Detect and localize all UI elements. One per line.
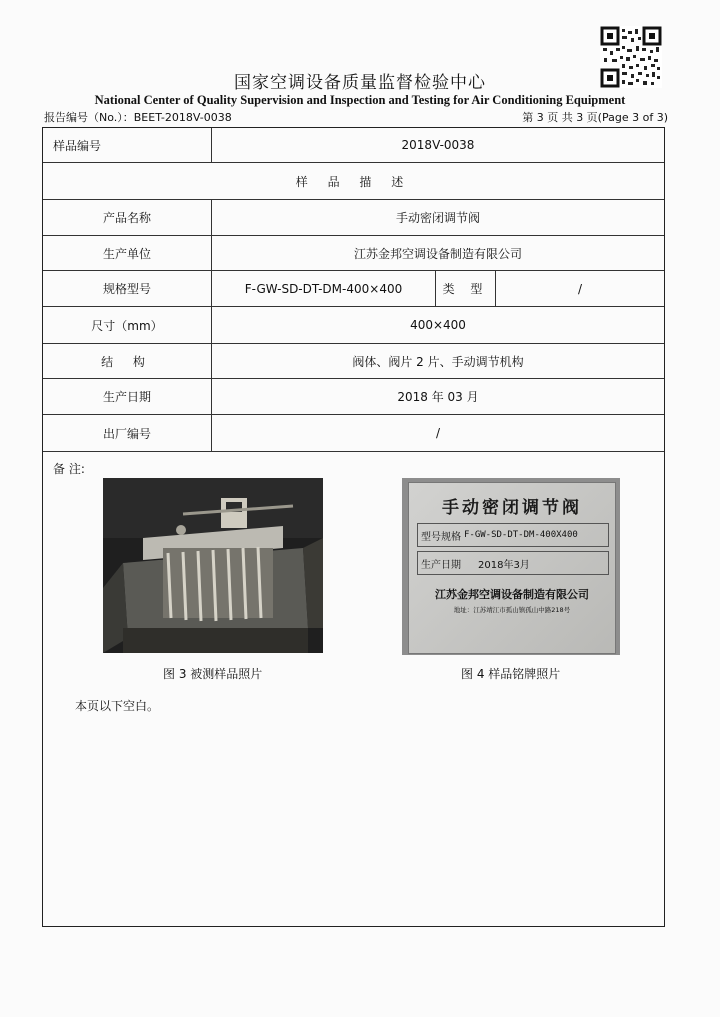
serial-row xyxy=(43,415,664,452)
sample-photo xyxy=(103,478,323,653)
nameplate-photo xyxy=(402,478,620,655)
section-title: 样 品 描 述 xyxy=(295,174,412,189)
sample-no-value: 2018V-0038 xyxy=(401,138,475,152)
size-label: 尺寸（mm） xyxy=(43,307,212,343)
nameplate-date-box xyxy=(417,551,609,575)
date-row xyxy=(43,379,664,415)
center-title-en: National Center of Quality Supervision and Inspection and Testing for Air Conditioning Equipment xyxy=(94,93,626,107)
sample-no-row xyxy=(43,128,664,163)
nameplate-plate xyxy=(408,482,616,654)
manufacturer-label: 生产单位 xyxy=(43,236,212,270)
size-value: 400×400 xyxy=(410,318,466,332)
blank-note: 本页以下空白。 xyxy=(75,699,160,713)
nameplate-company: 江苏金邦空调设备制造有限公司 xyxy=(435,588,589,601)
center-title-cn: 国家空调设备质量监督检验中心 xyxy=(234,73,486,93)
nameplate-title: 手动密闭调节阀 xyxy=(442,498,582,518)
model-label: 规格型号 xyxy=(43,271,212,306)
nameplate-model-value: F-GW-SD-DT-DM-400X400 xyxy=(464,530,578,540)
page-number: 第 3 页 共 3 页(Page 3 of 3) xyxy=(522,111,668,124)
fig3-caption: 图 3 被测样品照片 xyxy=(163,667,263,681)
fig4-caption: 图 4 样品铭牌照片 xyxy=(461,667,561,681)
remarks-label: 备 注: xyxy=(53,462,85,476)
nameplate-date-label: 生产日期 xyxy=(421,559,461,571)
nameplate-date-value: 2018年3月 xyxy=(478,559,530,571)
serial-value: / xyxy=(435,426,441,440)
type-label: 类 型 xyxy=(436,271,496,306)
size-row xyxy=(43,307,664,344)
structure-row xyxy=(43,344,664,379)
sample-no-label: 样品编号 xyxy=(43,128,212,162)
nameplate-model-label: 型号规格 xyxy=(421,531,461,543)
product-name-value: 手动密闭调节阀 xyxy=(395,211,480,225)
structure-value: 阀体、阀片 2 片、手动调节机构 xyxy=(352,354,524,369)
serial-label: 出厂编号 xyxy=(43,415,212,451)
product-name-row xyxy=(43,200,664,236)
model-row xyxy=(43,271,664,307)
date-label: 生产日期 xyxy=(43,379,212,414)
manufacturer-row xyxy=(43,236,664,271)
manufacturer-value: 江苏金邦空调设备制造有限公司 xyxy=(353,246,522,261)
section-title-row xyxy=(43,163,664,200)
model-value: F-GW-SD-DT-DM-400×400 xyxy=(212,271,436,306)
product-name-label: 产品名称 xyxy=(43,200,212,235)
type-value: / xyxy=(577,281,583,296)
date-value: 2018 年 03 月 xyxy=(397,390,479,404)
structure-label: 结 构 xyxy=(43,344,212,378)
report-number: 报告编号（No.）：BEET-2018V-0038 xyxy=(44,111,232,124)
report-table xyxy=(42,127,665,927)
nameplate-model-box xyxy=(417,523,609,547)
nameplate-address: 地址：江苏靖江市孤山镇孤山中路218号 xyxy=(453,606,571,614)
